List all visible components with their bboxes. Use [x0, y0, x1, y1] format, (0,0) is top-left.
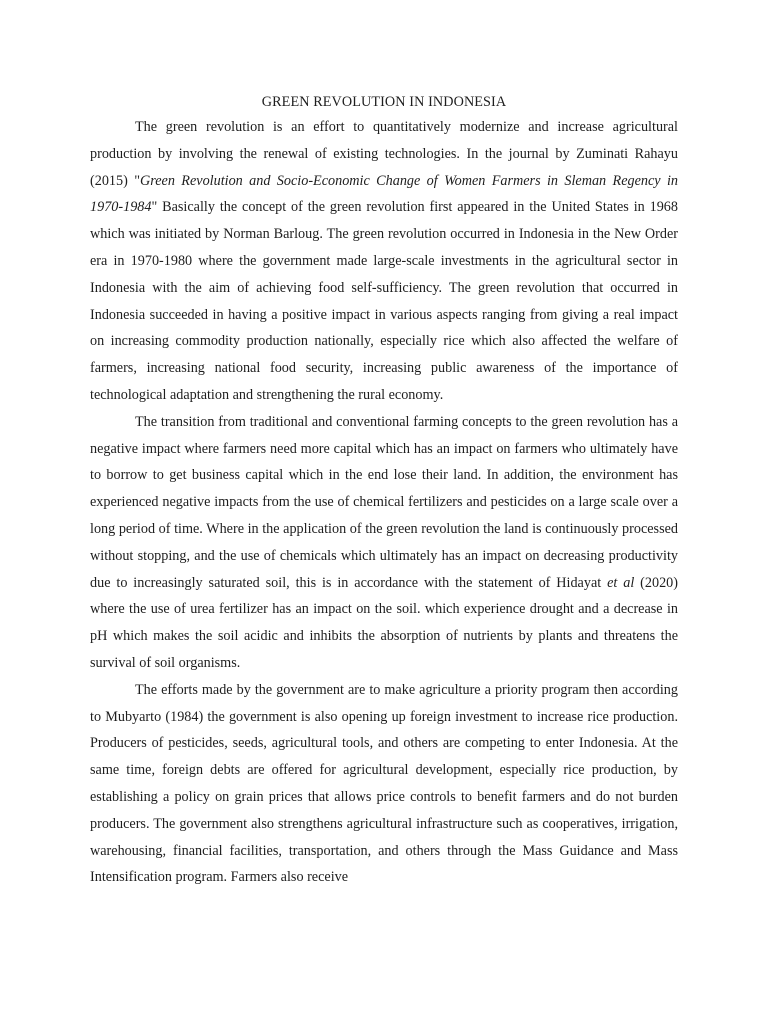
document-title: GREEN REVOLUTION IN INDONESIA — [261, 94, 507, 110]
paragraph-1-text-a: The green revolution is an effort to quantitatively modernize and increase agricultural production by involving the renewal of existing technologies. In the journal by Zuminati Rahayu (2015) " — [90, 119, 678, 189]
paragraph-1 — [90, 114, 678, 409]
paragraph-2-text-a: The transition from traditional and conventional farming concepts to the green revolution has a negative impact where farmers need more capital which has an impact on farmers who ultimately have to borrow to get business capital which in the end lose their land. In addition, the environment has experienced negative impacts from the use of chemical fertilizers and pesticides on a large scale over a long period of time. Where in the application of the green revolution the land is continuously processed without stopping, and the use of chemicals which ultimately has an impact on decreasing productivity due to increasingly saturated soil, this is in accordance with the statement of Hidayat — [90, 413, 678, 591]
paragraph-2-italic-et-al: et al — [607, 574, 635, 591]
paragraph-2-text-b: (2020) where the use of urea fertilizer has an impact on the soil. which experience drought and a decrease in pH which makes the soil acidic and inhibits the absorption of nutrients by plants and threatens the survival of soil organisms. — [90, 574, 678, 671]
paragraph-1-text-b: " Basically the concept of the green revolution first appeared in the United States in 1968 which was initiated by Norman Barloug. The green revolution occurred in Indonesia in the New Order era in 1970-1980 where the government made large-scale investments in the agricultural sector in Indonesia with the aim of achieving food self-sufficiency. The green revolution that occurred in Indonesia succeeded in having a positive impact in various aspects ranging from giving a real impact on increasing commodity production nationally, especially rice which also affected the welfare of farmers, increasing national food security, increasing public awareness of the importance of technological adaptation and strengthening the rural economy. — [90, 199, 678, 403]
paragraph-3: The efforts made by the government are to make agriculture a priority program then according to Mubyarto (1984) the government is also opening up foreign investment to increase rice production. Producers of pesticides, seeds, agricultural tools, and others are competing to enter Indonesia. At the same time, foreign debts are offered for agricultural development, especially rice production, by establishing a policy on grain prices that allows price controls to benefit farmers and do not burden producers. The government also strengthens agricultural infrastructure such as cooperatives, irrigation, warehousing, financial facilities, transportation, and others through the Mass Guidance and Mass Intensification program. Farmers also receive — [90, 681, 678, 886]
document-body — [90, 92, 678, 891]
paragraph-2 — [90, 409, 678, 677]
paragraph-1-italic-title: Green Revolution and Socio-Economic Change of Women Farmers in Sleman Regency in 1970-1984 — [90, 172, 678, 216]
